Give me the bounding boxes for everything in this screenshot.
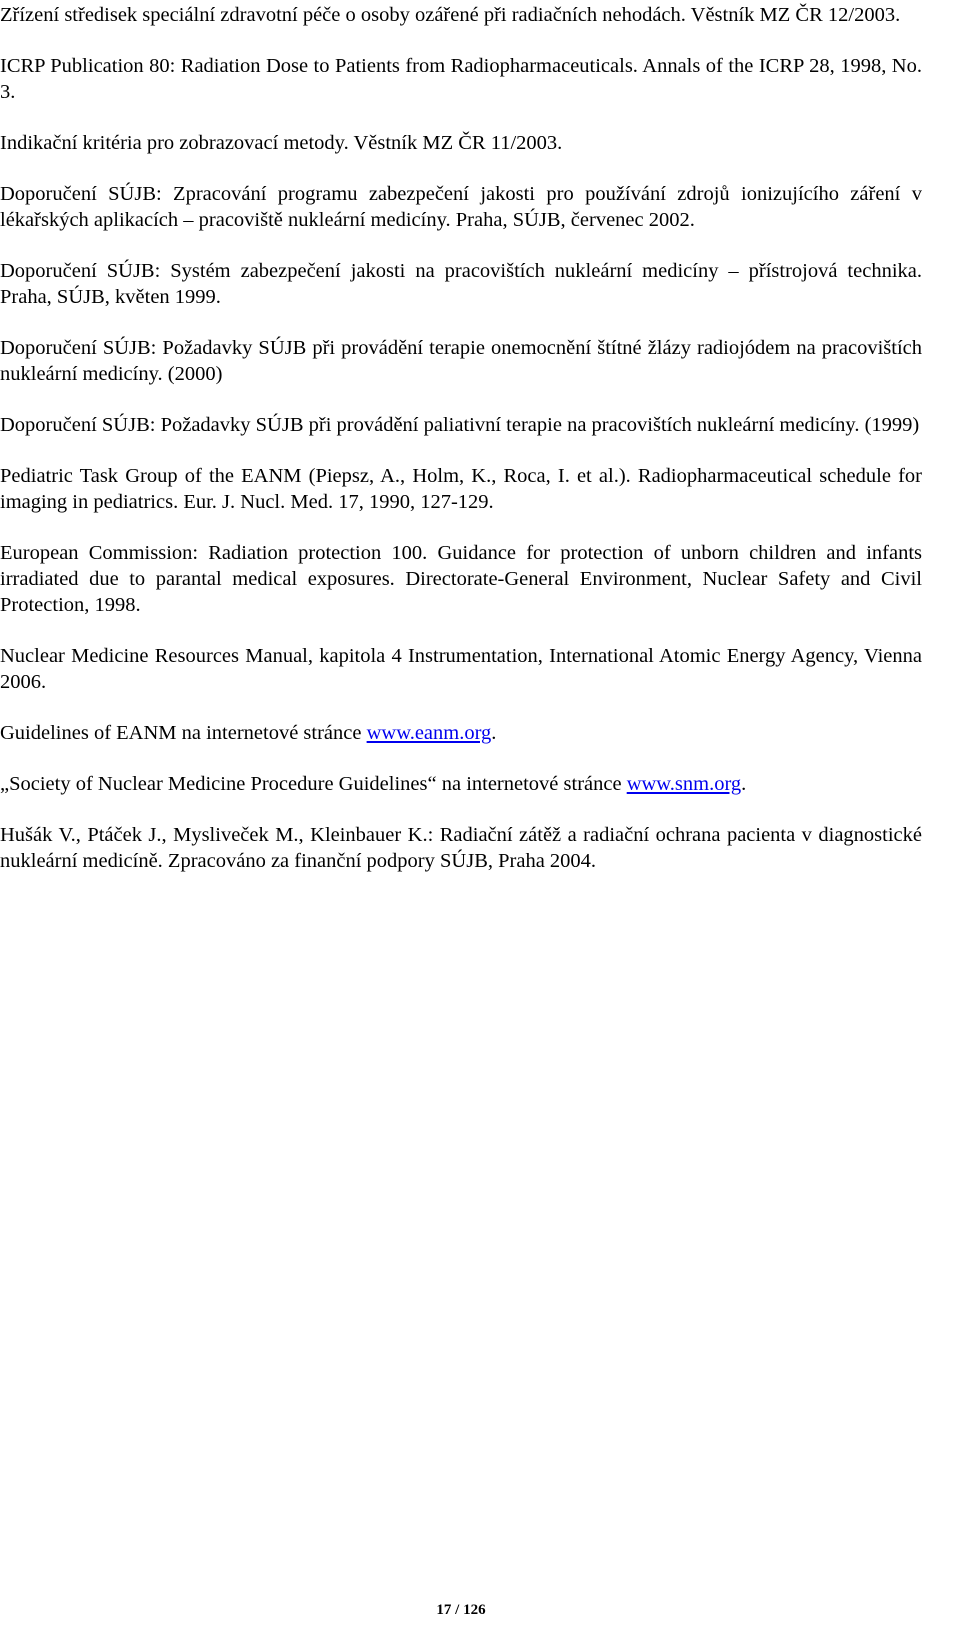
eanm-link[interactable]: www.eanm.org: [366, 722, 492, 744]
reference-item: Nuclear Medicine Resources Manual, kapitola 4 Instrumentation, International Atomic Energy Agency, Vienna 2006.: [0, 645, 922, 693]
reference-text: Guidelines of EANM na internetové stránce: [0, 722, 367, 744]
reference-item: Pediatric Task Group of the EANM (Piepsz, A., Holm, K., Roca, I. et al.). Radiopharmaceutical schedule for imaging in pediatrics. Eur. J. Nucl. Med. 17, 1990, 127-129.: [0, 465, 922, 513]
reference-item-eanm: [0, 720, 922, 746]
snm-link[interactable]: www.snm.org: [626, 773, 742, 795]
reference-text: „Society of Nuclear Medicine Procedure Guidelines“ na internetové stránce: [0, 773, 627, 795]
reference-item: Doporučení SÚJB: Systém zabezpečení jakosti na pracovištích nukleární medicíny – přístrojová technika. Praha, SÚJB, květen 1999.: [0, 260, 922, 308]
reference-item: Doporučení SÚJB: Zpracování programu zabezpečení jakosti pro používání zdrojů ionizujícího záření v lékařských aplikacích – pracoviště nukleární medicíny. Praha, SÚJB, červenec 2002.: [0, 183, 922, 231]
page-number: 17 / 126: [436, 1602, 486, 1618]
reference-item: Indikační kritéria pro zobrazovací metody. Věstník MZ ČR 11/2003.: [0, 132, 563, 154]
reference-item: Doporučení SÚJB: Požadavky SÚJB při provádění terapie onemocnění štítné žlázy radiojódem na pracovištích nukleární medicíny. (2000): [0, 337, 922, 385]
reference-text: .: [741, 773, 747, 795]
reference-item-snm: [0, 771, 922, 797]
reference-item: Zřízení středisek speciální zdravotní péče o osoby ozářené při radiačních nehodách. Věstník MZ ČR 12/2003.: [0, 4, 901, 26]
reference-item: Hušák V., Ptáček J., Mysliveček M., Kleinbauer K.: Radiační zátěž a radiační ochrana pacienta v diagnostické nukleární medicíně. Zpracováno za finanční podpory SÚJB, Praha 2004.: [0, 824, 922, 872]
reference-item: European Commission: Radiation protection 100. Guidance for protection of unborn children and infants irradiated due to parantal medical exposures. Directorate-General Environment, Nuclear Safety and Civil Protection, 1998.: [0, 542, 922, 616]
reference-item: ICRP Publication 80: Radiation Dose to Patients from Radiopharmaceuticals. Annals of the ICRP 28, 1998, No. 3.: [0, 55, 922, 103]
reference-text: .: [491, 722, 497, 744]
reference-item: Doporučení SÚJB: Požadavky SÚJB při provádění paliativní terapie na pracovištích nukleární medicíny. (1999): [0, 414, 920, 436]
